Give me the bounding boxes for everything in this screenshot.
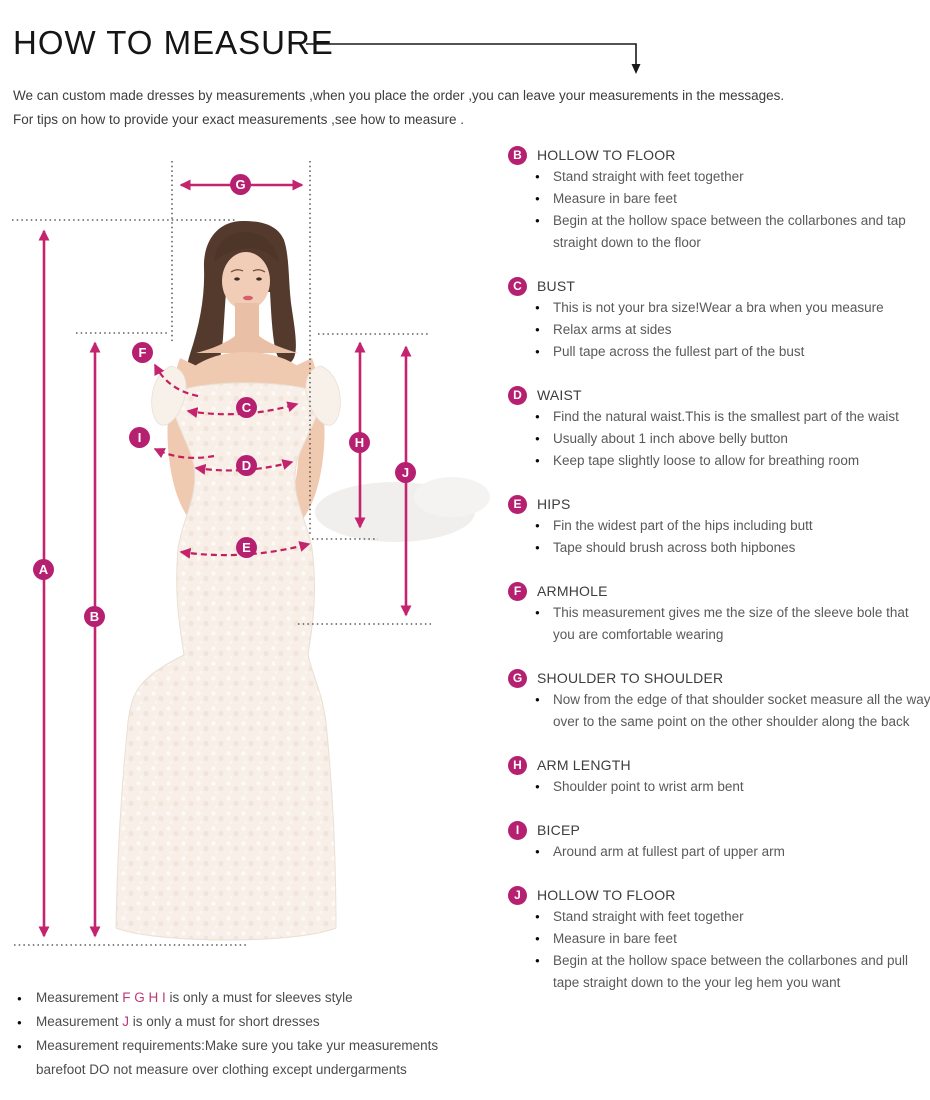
note-text: is only a must for sleeves style <box>165 990 353 1005</box>
diagram-marker-a: A <box>33 559 54 580</box>
title-pointer-arrow <box>306 44 636 72</box>
diagram-marker-g: G <box>230 174 251 195</box>
bullet-item: ● Relax arms at sides <box>533 319 930 341</box>
eye <box>256 277 262 280</box>
bullet-item: ● Begin at the hollow space between the collarbones and tap straight down to the floor <box>533 210 930 254</box>
bullet-item: ● Pull tape across the fullest part of the bust <box>533 341 930 363</box>
section-title: HOLLOW TO FLOOR <box>537 887 676 903</box>
section-header <box>508 754 930 776</box>
bullet-item: ● Keep tape slightly loose to allow for breathing room <box>533 450 930 472</box>
diagram-marker-f: F <box>132 342 153 363</box>
section-bicep <box>508 819 930 863</box>
section-bullets <box>508 776 930 798</box>
bullet-item: ● Measure in bare feet <box>533 188 930 210</box>
section-letter-badge: D <box>508 386 527 405</box>
section-header <box>508 884 930 906</box>
section-letter-badge: I <box>508 821 527 840</box>
bullet-item: ● Now from the edge of that shoulder socket measure all the way over to the same point on the other shoulder along the back <box>533 689 930 733</box>
diagram-marker-d: D <box>236 455 257 476</box>
section-arm-length <box>508 754 930 798</box>
section-bullets <box>508 166 930 254</box>
bullet-item: ● Begin at the hollow space between the collarbones and pull tape straight down to the your leg hem you want <box>533 950 930 994</box>
bullet-item: ● Shoulder point to wrist arm bent <box>533 776 930 798</box>
lips <box>243 296 253 301</box>
section-title: HOLLOW TO FLOOR <box>537 147 676 163</box>
note-highlight: J <box>122 1014 130 1029</box>
section-header <box>508 493 930 515</box>
note-item <box>17 1010 459 1034</box>
bullet-item: ● This is not your bra size!Wear a bra when you measure <box>533 297 930 319</box>
section-title: ARM LENGTH <box>537 757 631 773</box>
section-waist <box>508 384 930 472</box>
bullet-item: ● Measure in bare feet <box>533 928 930 950</box>
section-letter-badge: E <box>508 495 527 514</box>
diagram-marker-j: J <box>395 462 416 483</box>
bullet-item: ● Stand straight with feet together <box>533 906 930 928</box>
section-header <box>508 144 930 166</box>
bullet-item: ● Stand straight with feet together <box>533 166 930 188</box>
section-header <box>508 275 930 297</box>
section-title: ARMHOLE <box>537 583 608 599</box>
page-title: HOW TO MEASURE <box>13 24 334 61</box>
diagram-marker-i: I <box>129 427 150 448</box>
note-highlight: F G H I <box>122 990 166 1005</box>
section-letter-badge: C <box>508 277 527 296</box>
bullet-item: ● This measurement gives me the size of the sleeve bole that you are comfortable wearing <box>533 602 930 646</box>
section-title: SHOULDER TO SHOULDER <box>537 670 724 686</box>
section-shoulder-to-shoulder <box>508 667 930 733</box>
section-bullets <box>508 906 930 994</box>
section-bullets <box>508 602 930 646</box>
note-item <box>17 986 459 1010</box>
bullet-item: ● Find the natural waist.This is the smallest part of the waist <box>533 406 930 428</box>
section-hips <box>508 493 930 559</box>
note-text: Measurement <box>36 990 123 1005</box>
note-text: Measurement <box>36 1014 123 1029</box>
bullet-item: ● Tape should brush across both hipbones <box>533 537 930 559</box>
section-hollow-to-floor-b <box>508 144 930 254</box>
section-letter-badge: J <box>508 886 527 905</box>
section-bullets <box>508 689 930 733</box>
section-bullets <box>508 841 930 863</box>
section-title: HIPS <box>537 496 571 512</box>
notes-list <box>17 986 459 1082</box>
section-bullets <box>508 297 930 363</box>
section-bullets <box>508 406 930 472</box>
diagram-marker-b: B <box>84 606 105 627</box>
section-header <box>508 667 930 689</box>
intro-line-1: We can custom made dresses by measurements ,when you place the order ,you can leave your measurements in the messages. <box>13 88 785 103</box>
bullet-item: ● Around arm at fullest part of upper arm <box>533 841 930 863</box>
note-text: Measurement requirements:Make sure you take yur measurements barefoot DO not measure over clothing except undergarments <box>36 1038 439 1077</box>
section-header <box>508 384 930 406</box>
section-title: BICEP <box>537 822 581 838</box>
instructions-panel <box>508 144 930 1015</box>
section-header <box>508 819 930 841</box>
bullet-item: ● Fin the widest part of the hips including butt <box>533 515 930 537</box>
section-bust <box>508 275 930 363</box>
face <box>222 252 270 310</box>
background-shadow <box>414 477 490 517</box>
section-title: BUST <box>537 278 576 294</box>
section-bullets <box>508 515 930 559</box>
section-letter-badge: G <box>508 669 527 688</box>
diagram-marker-e: E <box>236 537 257 558</box>
dress-figure <box>116 221 490 940</box>
section-header <box>508 580 930 602</box>
section-title: WAIST <box>537 387 582 403</box>
section-letter-badge: F <box>508 582 527 601</box>
bullet-item: ● Usually about 1 inch above belly button <box>533 428 930 450</box>
eye <box>234 277 240 280</box>
note-text: is only a must for short dresses <box>129 1014 320 1029</box>
diagram-marker-h: H <box>349 432 370 453</box>
section-letter-badge: H <box>508 756 527 775</box>
note-item <box>17 1034 459 1082</box>
section-armhole <box>508 580 930 646</box>
section-hollow-to-floor-j <box>508 884 930 994</box>
diagram-marker-c: C <box>236 397 257 418</box>
section-letter-badge: B <box>508 146 527 165</box>
intro-line-2: For tips on how to provide your exact measurements ,see how to measure . <box>13 112 464 127</box>
